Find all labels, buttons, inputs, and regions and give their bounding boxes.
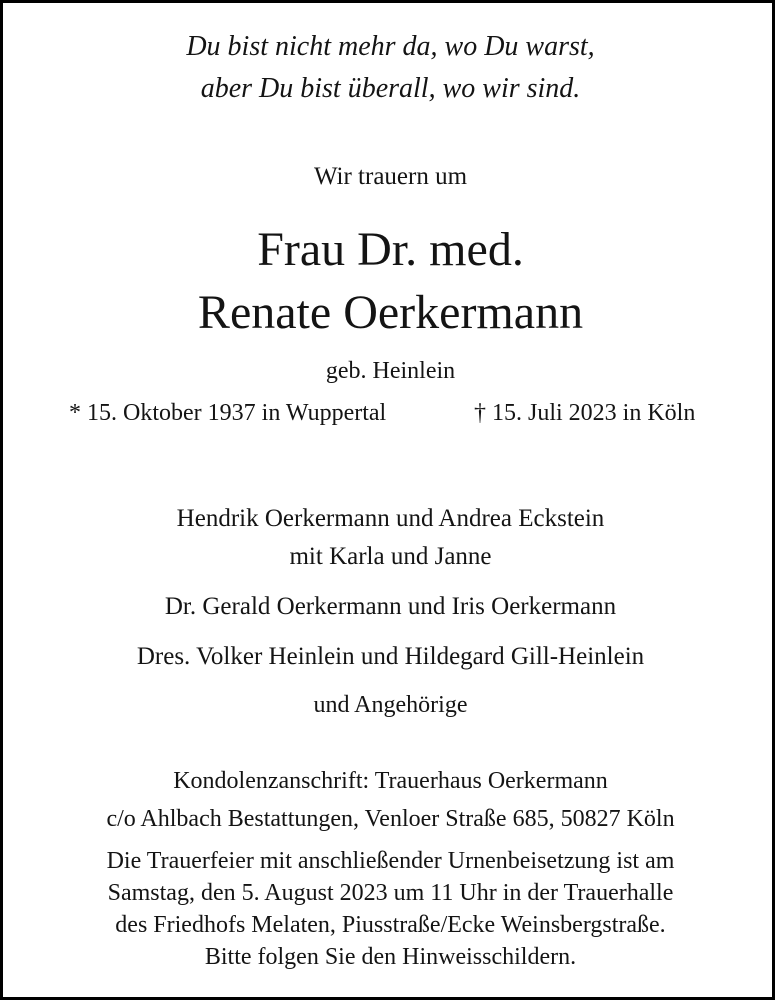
quote-line-2: aber Du bist überall, wo wir sind. [200, 73, 581, 104]
mourner-line-3: Dr. Gerald Oerkermann und Iris Oerkermann [164, 593, 617, 620]
ceremony-line-3: des Friedhofs Melaten, Piusstraße/Ecke Weinsbergstraße. [115, 912, 666, 938]
birth-date: * 15. Oktober 1937 in Wuppertal [69, 400, 387, 426]
mourner-line-2: mit Karla und Janne [289, 543, 492, 570]
ceremony-line-4: Bitte folgen Sie den Hinweisschildern. [204, 944, 577, 970]
mourner-line-1: Hendrik Oerkermann und Andrea Eckstein [176, 505, 605, 532]
condolence-line-1: Kondolenzanschrift: Trauerhaus Oerkermann [173, 768, 608, 794]
quote-line-1: Du bist nicht mehr da, wo Du warst, [186, 31, 595, 62]
ceremony-line-1: Die Trauerfeier mit anschließender Urnenbeisetzung ist am [106, 848, 675, 874]
intro-text: Wir trauern um [313, 163, 468, 190]
mourner-line-5: und Angehörige [313, 692, 468, 718]
mourner-line-4: Dres. Volker Heinlein und Hildegard Gill-Heinlein [136, 643, 645, 670]
death-date: † 15. Juli 2023 in Köln [474, 400, 696, 426]
ceremony-line-2: Samstag, den 5. August 2023 um 11 Uhr in der Trauerhalle [107, 880, 674, 906]
deceased-name-line-1: Frau Dr. med. [257, 223, 524, 276]
condolence-line-2: c/o Ahlbach Bestattungen, Venloer Straße 685, 50827 Köln [106, 806, 675, 832]
deceased-name-line-2: Renate Oerkermann [197, 286, 584, 339]
maiden-name: geb. Heinlein [325, 358, 456, 384]
